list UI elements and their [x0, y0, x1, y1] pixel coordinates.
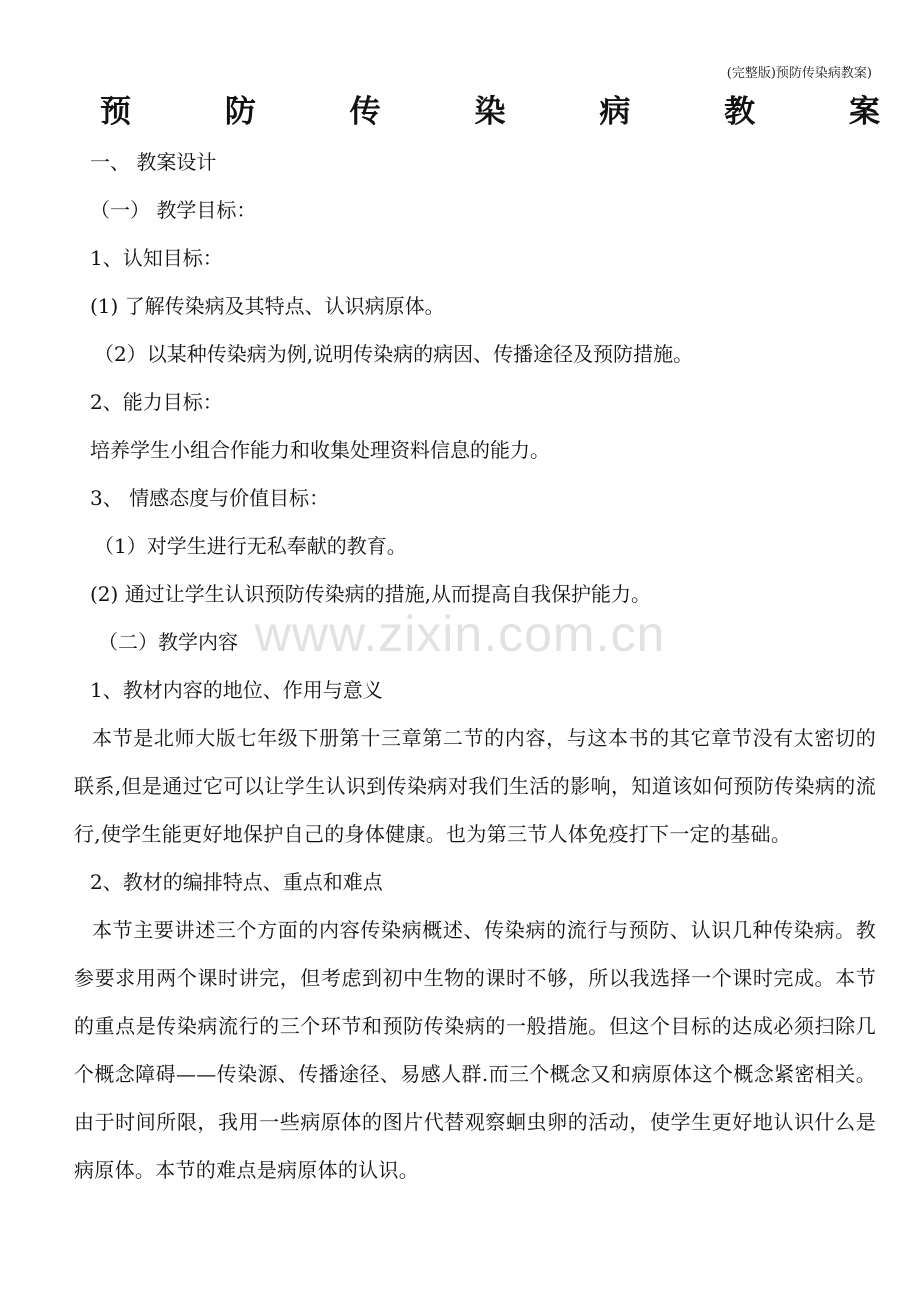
title-char: 案	[848, 94, 880, 130]
title-char: 病	[599, 94, 631, 130]
title-char: 防	[224, 94, 256, 130]
list-item: （2）以某种传染病为例,说明传染病的病因、传播途径及预防措施。	[94, 342, 694, 366]
body-paragraph: 本节主要讲述三个方面的内容传染病概述、传染病的流行与预防、认识几种传染病。教参要求用两个课时讲完，但考虑到初中生物的课时不够，所以我选择一个课时完成。本节的重点是传染病流行的三个环节和预防传染病的一般措施。但这个目标的达成必须扫除几个概念障碍——传染源、传播途径、易感人群.而三个概念又和病原体这个概念紧密相关。由于时间所限，我用一些病原体的图片代替观察蛔虫卵的活动，使学生更好地认识什么是病原体。本节的难点是病原体的认识。	[74, 918, 876, 1182]
title-char: 传	[349, 94, 381, 130]
subsection-heading: （一） 教学目标：	[90, 198, 257, 222]
title-char: 教	[724, 94, 756, 130]
document-title	[100, 92, 880, 132]
section-heading: 一、 教案设计	[90, 150, 217, 174]
list-item: 2、教材的编排特点、重点和难点	[90, 870, 383, 894]
title-char: 染	[474, 94, 506, 130]
header-note: (完整版)预防传染病教案)	[726, 66, 872, 81]
list-item: 3、 情感态度与价值目标：	[90, 486, 330, 510]
list-item: （1）对学生进行无私奉献的教育。	[94, 534, 407, 558]
subsection-heading: （二）教学内容	[98, 630, 238, 654]
list-item: 1、认知目标：	[90, 246, 223, 270]
body-paragraph: 本节是北师大版七年级下册第十三章第二节的内容，与这本书的其它章节没有太密切的联系,但是通过它可以让学生认识到传染病对我们生活的影响，知道该如何预防传染病的流行,使学生能更好地保护自己的身体健康。也为第三节人体免疫打下一定的基础。	[74, 726, 876, 846]
title-char: 预	[100, 94, 131, 130]
watermark: www.zixin.com.cn	[254, 606, 666, 662]
document-body	[74, 138, 876, 1194]
list-item: 2、能力目标：	[90, 390, 223, 414]
list-item: 1、教材内容的地位、作用与意义	[90, 678, 383, 702]
list-item: (2) 通过让学生认识预防传染病的措施,从而提高自我保护能力。	[90, 582, 652, 606]
list-item: 培养学生小组合作能力和收集处理资料信息的能力。	[90, 438, 550, 462]
list-item: (1) 了解传染病及其特点、认识病原体。	[90, 294, 445, 318]
